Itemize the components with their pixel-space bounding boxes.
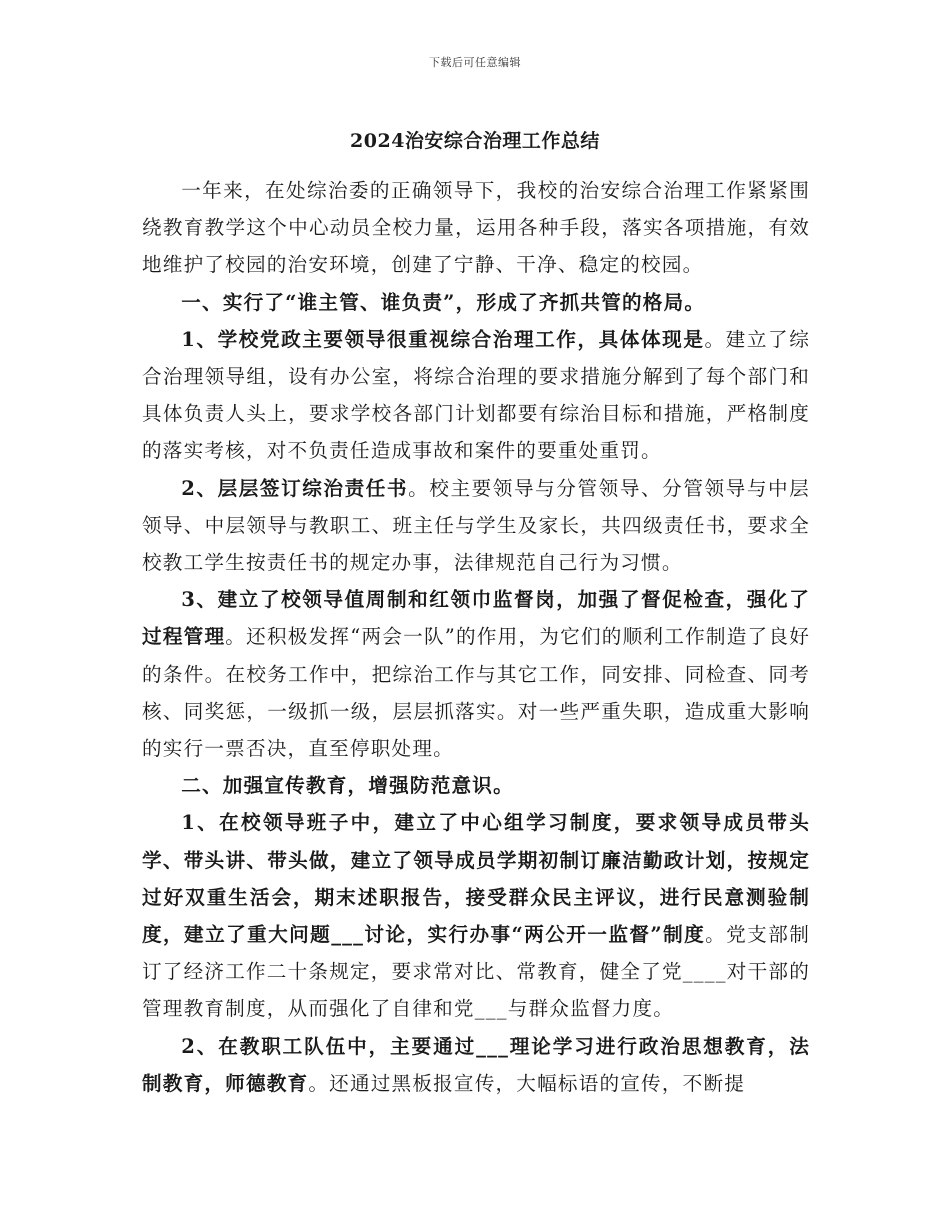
paragraph-text: 。还通过黑板报宣传，大幅标语的宣传，不断提 xyxy=(308,1071,746,1095)
paragraph xyxy=(142,804,810,1027)
paragraph-text: 。校主要领导与分管领导、分管领导与中层领导、中层领导与教职工、班主任与学生及家长，共四级责任书，要求全校教工学生按责任书的规定办事，法律规范自己行为习惯。 xyxy=(142,476,810,575)
paragraph-text: 。建立了综合治理领导组，设有办公室，将综合治理的要求措施分解到了每个部门和具体负责人头上，要求学校各部门计划都要有综治目标和措施，严格制度的落实考核，对不负责任造成事故和案件的要重处重罚。 xyxy=(142,327,810,463)
header-note: 下载后可任意编辑 xyxy=(429,56,521,69)
paragraph xyxy=(142,470,810,582)
paragraph-heading: 2、在教职工队伍中，主要通过___理论学习进行政治思想教育，法制教育，师德教育 xyxy=(142,1034,810,1095)
paragraph-heading: 3、建立了校领导值周制和红领巾监督岗，加强了督促检查，强化了过程管理 xyxy=(142,588,810,649)
paragraph-text: 。还积极发挥“两会一队”的作用，为它们的顺利工作制造了良好的条件。在校务工作中，把综治工作与其它工作，同安排、同检查、同考核、同奖惩，一级抓一级，层层抓落实。对一些严重失职，造成重大影响的实行一票否决，直至停职处理。 xyxy=(142,625,810,761)
paragraph-heading: 一、实行了“谁主管、谁负责”，形成了齐抓共管的格局。 xyxy=(181,290,706,314)
paragraph xyxy=(142,767,810,804)
document-body xyxy=(142,172,810,1102)
paragraph xyxy=(142,284,810,321)
paragraph-heading: 二、加强宣传教育，增强防范意识。 xyxy=(181,774,514,798)
paragraph-text: 一年来，在处综治委的正确领导下，我校的治安综合治理工作紧紧围绕教育教学这个中心动员全校力量，运用各种手段，落实各项措施，有效地维护了校园的治安环境，创建了宁静、干净、稳定的校园。 xyxy=(142,179,810,277)
paragraph-heading: 1、在校领导班子中，建立了中心组学习制度，要求领导成员带头学、带头讲、带头做，建立了领导成员学期初制订廉洁勤政计划，按规定过好双重生活会，期末述职报告，接受群众民主评议，进行民意测验制度，建立了重大问题___讨论，实行办事“两公开一监督”制度 xyxy=(142,811,810,947)
paragraph-heading: 2、层层签订综治责任书 xyxy=(181,476,409,500)
paragraph-text: 。党支部制订了经济工作二十条规定，要求常对比、常教育，健全了党____对干部的管理教育制度，从而强化了自律和党___与群众监督力度。 xyxy=(142,923,811,1021)
paragraph xyxy=(142,321,810,470)
paragraph xyxy=(142,581,810,767)
page-title: 2024治安综合治理工作总结 xyxy=(350,130,600,152)
paragraph xyxy=(142,172,810,284)
paragraph xyxy=(142,1028,810,1102)
paragraph-heading: 1、学校党政主要领导很重视综合治理工作，具体体现是 xyxy=(181,327,705,351)
